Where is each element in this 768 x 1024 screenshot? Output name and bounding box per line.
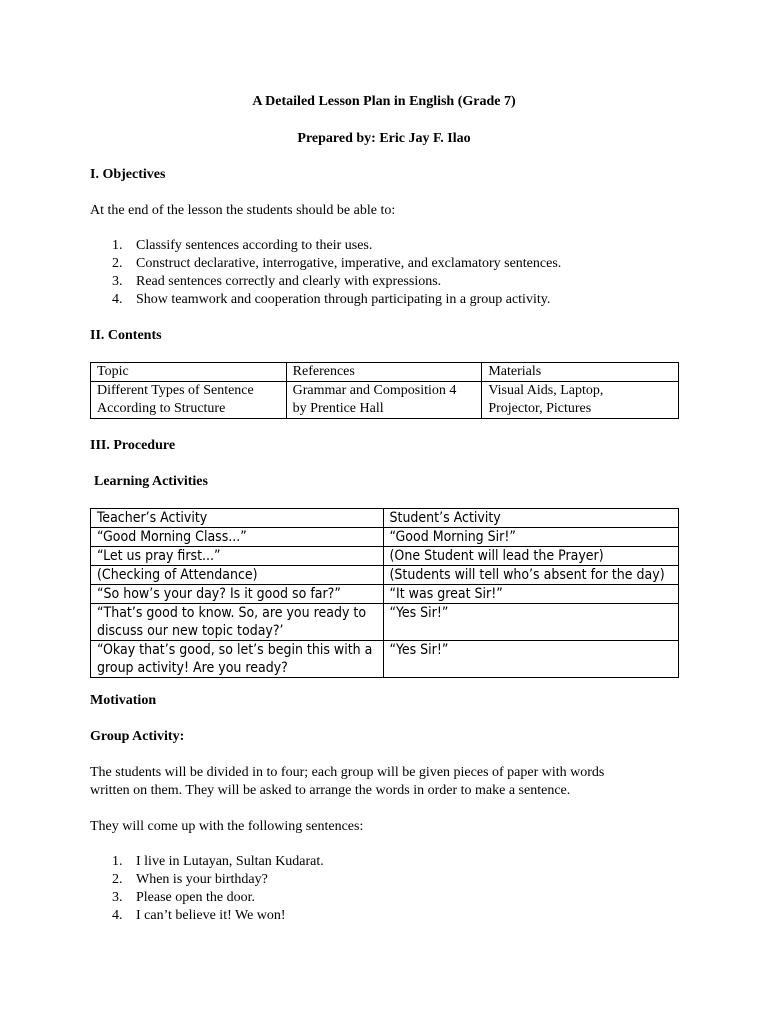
cell-line: Visual Aids, Laptop, <box>488 383 604 398</box>
cell-line: discuss our new topic today?’ <box>97 623 284 639</box>
motivation-heading: Motivation <box>90 693 157 708</box>
student-cell <box>383 528 678 547</box>
header-teacher: Teacher’s Activity <box>91 509 384 528</box>
list-number: 4. <box>112 908 123 923</box>
teacher-cell <box>91 641 384 678</box>
cell-line: “Good Morning Class...” <box>97 529 247 545</box>
table-row <box>91 585 679 604</box>
cell-line: Different Types of Sentence <box>97 383 254 398</box>
cell-line: According to Structure <box>97 401 226 416</box>
paragraph-line: The students will be divided in to four; each group will be given pieces of paper with words <box>90 765 605 780</box>
list-number: 1. <box>112 854 123 869</box>
cell-references <box>286 382 482 419</box>
list-item <box>90 273 561 291</box>
list-item <box>90 889 324 907</box>
list-text: Show teamwork and cooperation through participating in a group activity. <box>136 292 551 307</box>
header-references: References <box>286 363 482 382</box>
student-cell <box>383 566 678 585</box>
teacher-cell <box>91 528 384 547</box>
student-cell <box>383 641 678 678</box>
cell-line: (One Student will lead the Prayer) <box>389 548 604 564</box>
list-item <box>90 853 324 871</box>
table-row <box>91 528 679 547</box>
teacher-cell <box>91 566 384 585</box>
objectives-intro: At the end of the lesson the students should be able to: <box>90 203 396 218</box>
cell-line: Grammar and Composition 4 <box>292 383 457 398</box>
list-text: Classify sentences according to their uses. <box>136 238 373 253</box>
cell-line: “Good Morning Sir!” <box>389 529 516 545</box>
teacher-cell <box>91 604 384 641</box>
cell-line: “So how’s your day? Is it good so far?” <box>97 586 341 602</box>
list-text: Construct declarative, interrogative, imperative, and exclamatory sentences. <box>136 256 562 271</box>
learning-activities-heading: Learning Activities <box>94 474 208 489</box>
list-item <box>90 291 561 309</box>
group-activity-paragraph <box>90 764 690 800</box>
table-row <box>91 566 679 585</box>
sentences-list <box>90 853 324 925</box>
student-cell <box>383 604 678 641</box>
list-number: 2. <box>112 872 123 887</box>
objectives-list <box>90 237 561 309</box>
list-number: 3. <box>112 890 123 905</box>
teacher-cell <box>91 547 384 566</box>
list-item <box>90 907 324 925</box>
objectives-heading: I. Objectives <box>90 167 166 182</box>
procedure-heading: III. Procedure <box>90 438 176 453</box>
cell-line: Projector, Pictures <box>488 401 592 416</box>
cell-line: (Checking of Attendance) <box>97 567 258 583</box>
table-row <box>91 547 679 566</box>
table-row <box>91 641 679 678</box>
table-row <box>91 604 679 641</box>
cell-line: group activity! Are you ready? <box>97 660 288 676</box>
activity-table <box>90 508 679 678</box>
list-item <box>90 255 561 273</box>
table-header-row <box>91 509 679 528</box>
contents-table <box>90 362 679 419</box>
list-text: When is your birthday? <box>136 872 268 887</box>
list-text: I live in Lutayan, Sultan Kudarat. <box>136 854 324 869</box>
cell-line: by Prentice Hall <box>292 401 384 416</box>
list-text: Please open the door. <box>136 890 255 905</box>
list-number: 3. <box>112 274 123 289</box>
header-topic: Topic <box>91 363 287 382</box>
document-title: A Detailed Lesson Plan in English (Grade 7) <box>252 94 516 109</box>
cell-line: “Yes Sir!” <box>389 642 449 658</box>
list-number: 4. <box>112 292 123 307</box>
cell-line: “That’s good to know. So, are you ready to <box>97 605 367 621</box>
list-text: Read sentences correctly and clearly with expressions. <box>136 274 442 289</box>
teacher-cell <box>91 585 384 604</box>
paragraph-line: written on them. They will be asked to arrange the words in order to make a sentence. <box>90 783 571 798</box>
list-number: 1. <box>112 238 123 253</box>
student-cell <box>383 547 678 566</box>
cell-materials <box>482 382 679 419</box>
student-cell <box>383 585 678 604</box>
cell-topic <box>91 382 287 419</box>
table-header-row <box>91 363 679 382</box>
cell-line: “Okay that’s good, so let’s begin this with a <box>97 642 373 658</box>
header-materials: Materials <box>482 363 679 382</box>
header-student: Student’s Activity <box>383 509 678 528</box>
table-row <box>91 382 679 419</box>
contents-heading: II. Contents <box>90 328 162 343</box>
cell-line: “Let us pray first...” <box>97 548 221 564</box>
list-text: I can’t believe it! We won! <box>136 908 286 923</box>
list-number: 2. <box>112 256 123 271</box>
cell-line: “Yes Sir!” <box>389 605 449 621</box>
cell-line: “It was great Sir!” <box>389 586 503 602</box>
list-item <box>90 237 561 255</box>
prepared-by: Prepared by: Eric Jay F. Ilao <box>297 131 471 146</box>
group-activity-heading: Group Activity: <box>90 729 185 744</box>
cell-line: (Students will tell who’s absent for the day) <box>389 567 665 583</box>
list-item <box>90 871 324 889</box>
sentences-intro: They will come up with the following sentences: <box>90 819 364 834</box>
